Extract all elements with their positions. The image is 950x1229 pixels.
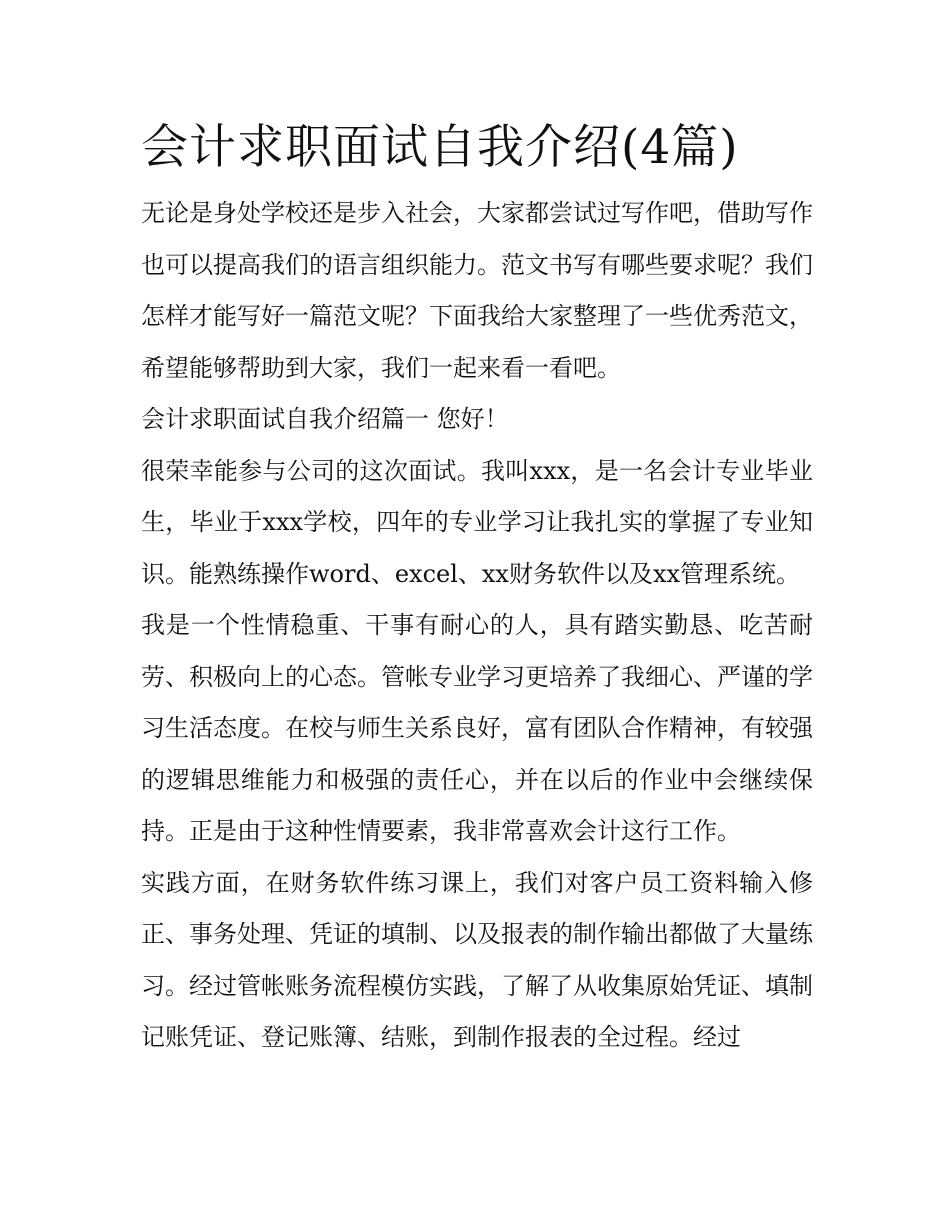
- practice-paragraph: 实践方面，在财务软件练习课上，我们对客户员工资料输入修正、事务处理、凭证的填制、以及报表的制作输出都做了大量练习。经过管帐账务流程模仿实践，了解了从收集原始凭证、填制记账凭证、登记账簿、结账，到制作报表的全过程。经过: [141, 868, 813, 1051]
- self-intro-paragraph: 很荣幸能参与公司的这次面试。我叫xxx，是一名会计专业毕业生，毕业于xxx学校，四年的专业学习让我扎实的掌握了专业知识。能熟练操作word、excel、xx财务软件以及xx管理系统。: [141, 456, 813, 588]
- personality-paragraph: 我是一个性情稳重、干事有耐心的人，具有踏实勤恳、吃苦耐劳、积极向上的心态。管帐专业学习更培养了我细心、严谨的学习生活态度。在校与师生关系良好，富有团队合作精神，有较强的逻辑思维能力和极强的责任心，并在以后的作业中会继续保持。正是由于这种性情要素，我非常喜欢会计这行工作。: [141, 611, 813, 845]
- intro-paragraph: 无论是身处学校还是步入社会，大家都尝试过写作吧，借助写作也可以提高我们的语言组织能力。范文书写有哪些要求呢？我们怎样才能写好一篇范文呢？下面我给大家整理了一些优秀范文，希望能够帮助到大家，我们一起来看一看吧。: [141, 199, 813, 382]
- document-title: 会计求职面试自我介绍(4篇): [141, 120, 739, 175]
- section-heading-paragraph: 会计求职面试自我介绍篇一 您好！: [141, 405, 509, 433]
- document-page: [141, 112, 813, 1064]
